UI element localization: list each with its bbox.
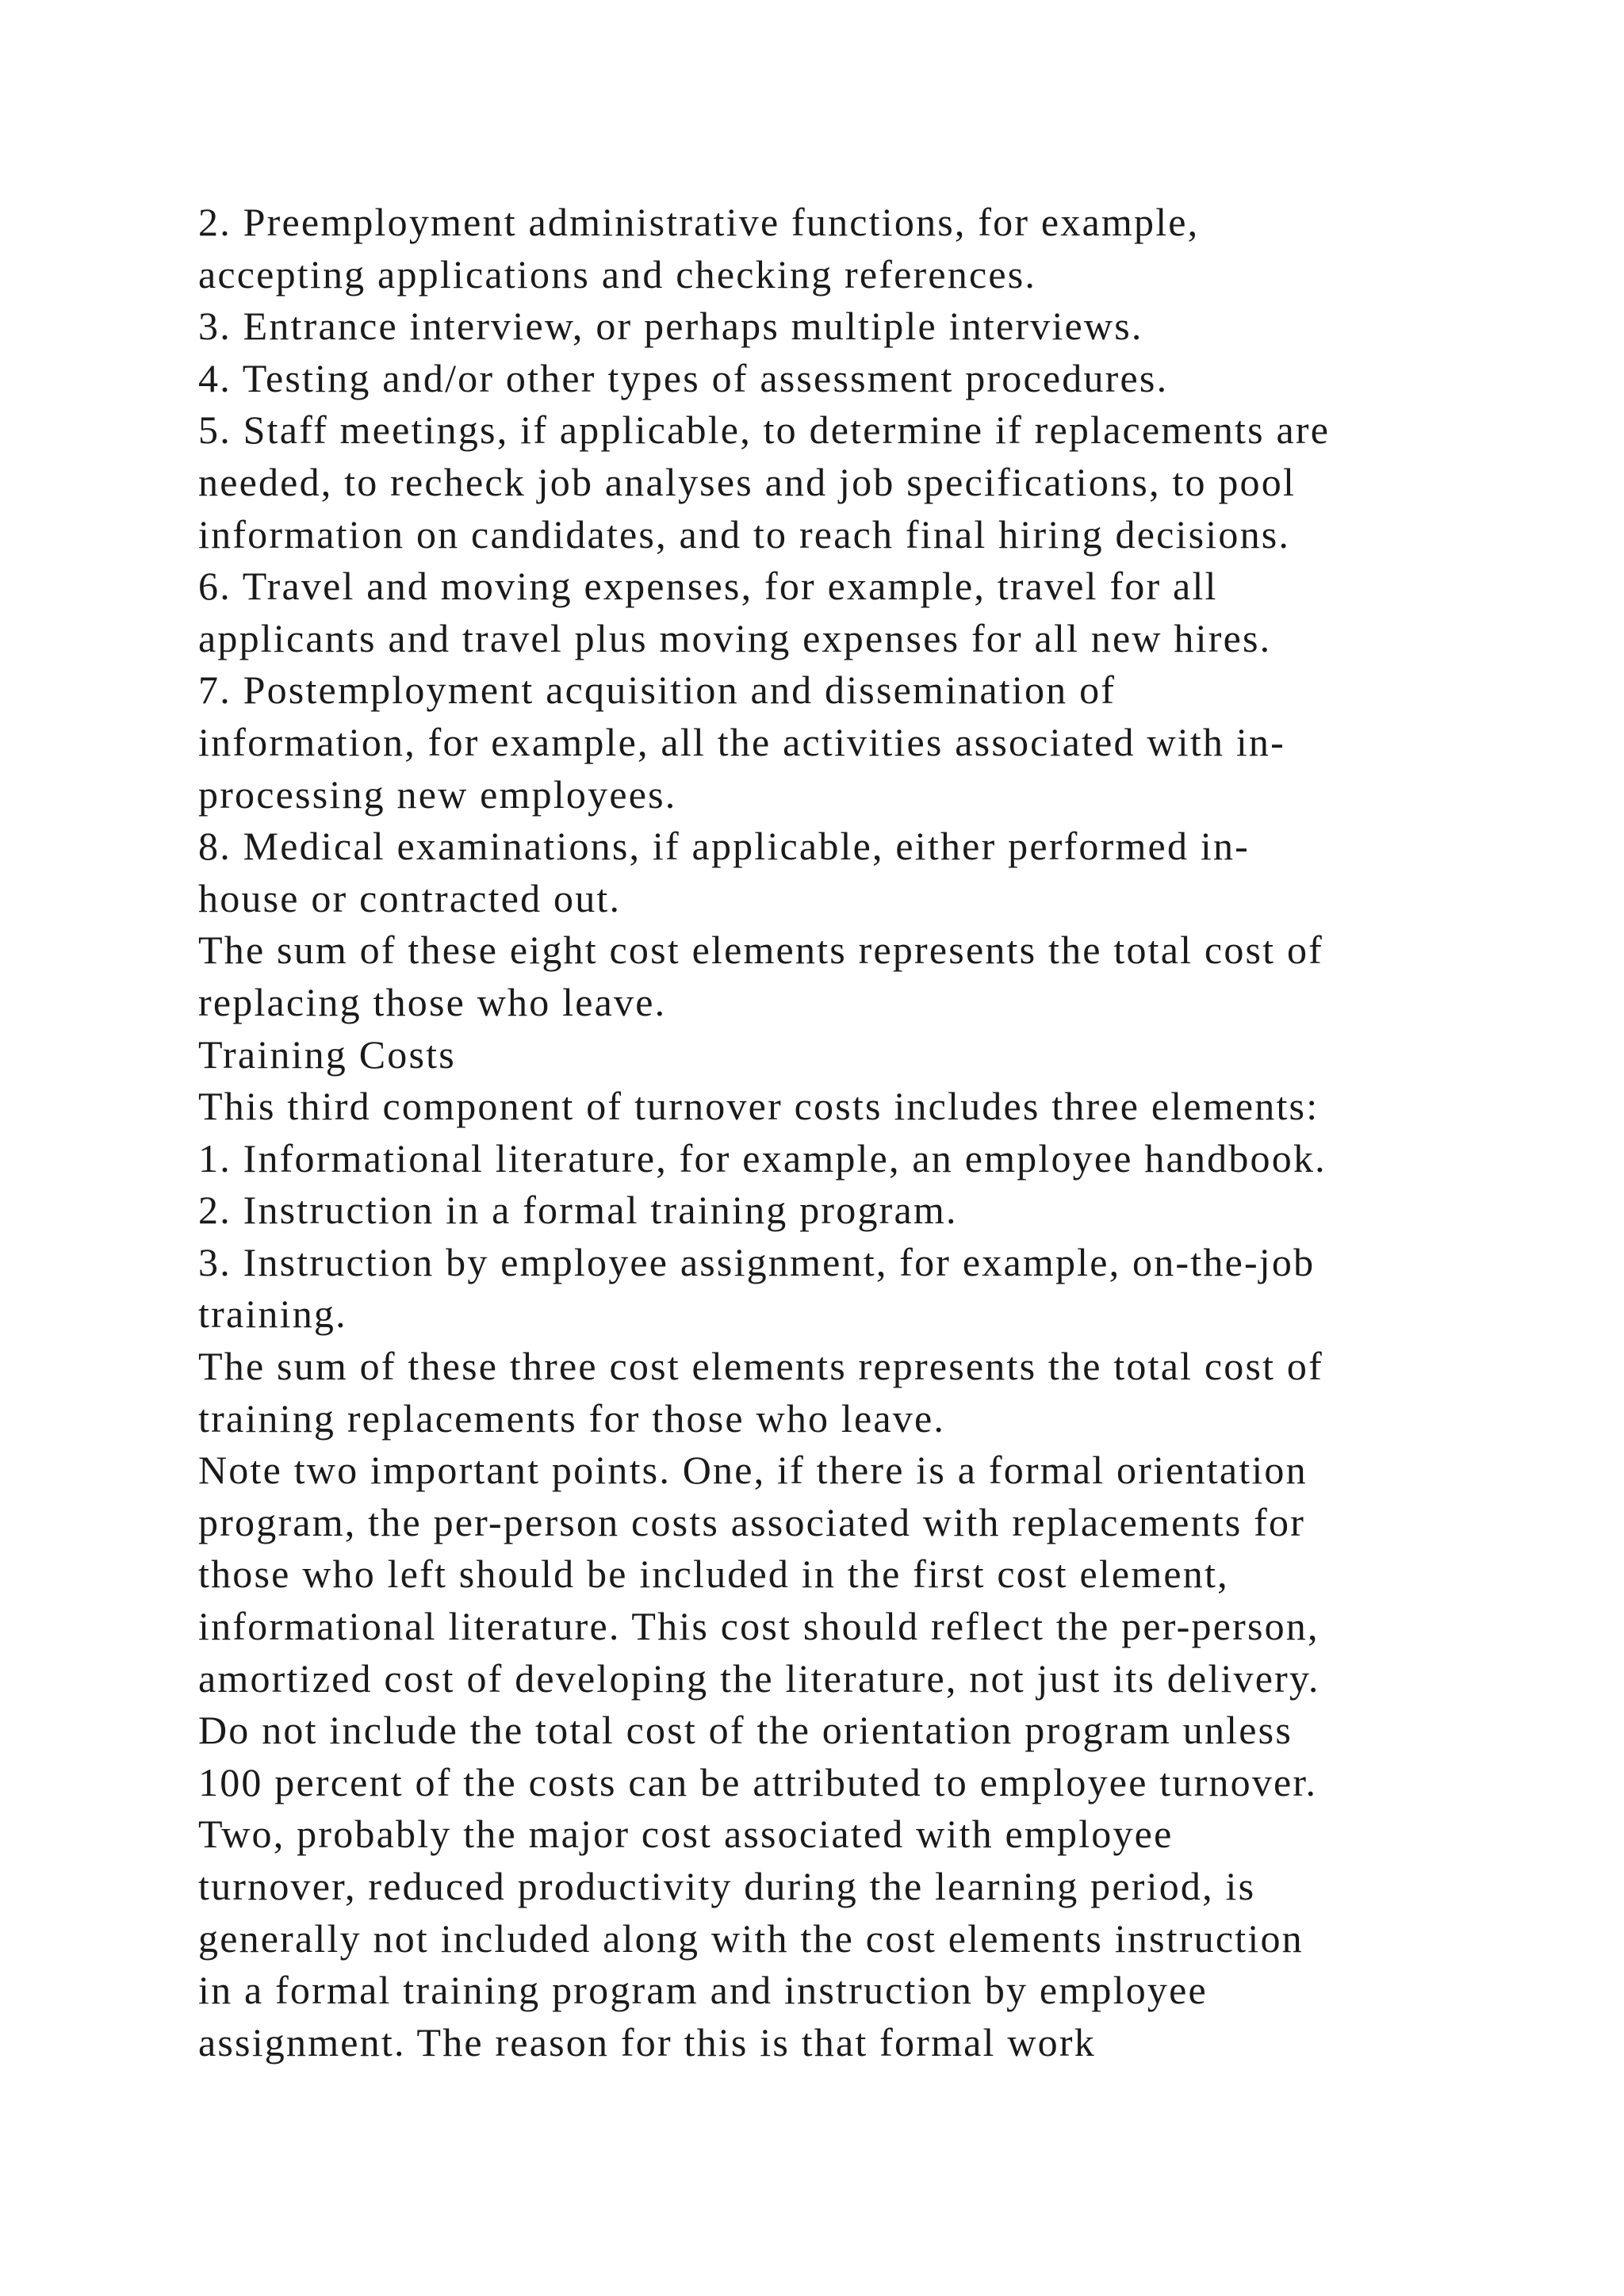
- text-line: assignment. The reason for this is that formal work: [198, 2019, 1096, 2064]
- text-line: 1. Informational literature, for example, an employee handbook.: [198, 1135, 1327, 1181]
- text-line: generally not included along with the cost elements instruction: [198, 1915, 1304, 1961]
- text-line: The sum of these eight cost elements represents the total cost of: [198, 928, 1324, 973]
- text-line: informational literature. This cost should reflect the per-person,: [198, 1604, 1320, 1649]
- text-line: training replacements for those who leave.: [198, 1395, 946, 1441]
- text-line: 2. Instruction in a formal training program.: [198, 1188, 958, 1233]
- text-line: 100 percent of the costs can be attributed to employee turnover.: [198, 1759, 1318, 1804]
- text-line: accepting applications and checking references.: [198, 251, 1037, 297]
- text-line: 4. Testing and/or other types of assessment procedures.: [198, 355, 1169, 400]
- text-line: 5. Staff meetings, if applicable, to determine if replacements are: [198, 408, 1331, 453]
- text-line: 2. Preemployment administrative functions, for example,: [198, 200, 1200, 244]
- section-heading: Training Costs: [198, 1031, 456, 1077]
- text-line: Note two important points. One, if there is a formal orientation: [198, 1448, 1308, 1493]
- text-line: information, for example, all the activities associated with in-: [198, 719, 1285, 764]
- text-line: house or contracted out.: [198, 875, 622, 920]
- document-body: [198, 197, 1530, 2068]
- text-line: 6. Travel and moving expenses, for example, travel for all: [198, 564, 1218, 609]
- text-line: 8. Medical examinations, if applicable, either performed in-: [198, 824, 1250, 869]
- text-line: 3. Entrance interview, or perhaps multiple interviews.: [198, 304, 1143, 349]
- text-line: The sum of these three cost elements represents the total cost of: [198, 1344, 1323, 1389]
- text-line: turnover, reduced productivity during the learning period, is: [198, 1864, 1256, 1908]
- text-line: needed, to recheck job analyses and job specifications, to pool: [198, 459, 1297, 504]
- text-line: those who left should be included in the first cost element,: [198, 1552, 1229, 1597]
- text-line: replacing those who leave.: [198, 979, 667, 1024]
- text-line: Two, probably the major cost associated with employee: [198, 1812, 1174, 1857]
- text-line: 3. Instruction by employee assignment, for example, on-the-job: [198, 1239, 1316, 1284]
- text-line: program, the per-person costs associated with replacements for: [198, 1499, 1306, 1544]
- text-line: training.: [198, 1292, 347, 1337]
- text-line: Do not include the total cost of the orientation program unless: [198, 1708, 1293, 1753]
- text-line: in a formal training program and instruction by employee: [198, 1968, 1208, 2013]
- text-line: information on candidates, and to reach final hiring decisions.: [198, 511, 1291, 557]
- text-line: 7. Postemployment acquisition and dissemination of: [198, 668, 1116, 713]
- text-line: applicants and travel plus moving expenses for all new hires.: [198, 615, 1272, 660]
- text-line: This third component of turnover costs includes three elements:: [198, 1084, 1320, 1129]
- text-line: processing new employees.: [198, 771, 677, 817]
- text-line: amortized cost of developing the literature, not just its delivery.: [198, 1655, 1320, 1701]
